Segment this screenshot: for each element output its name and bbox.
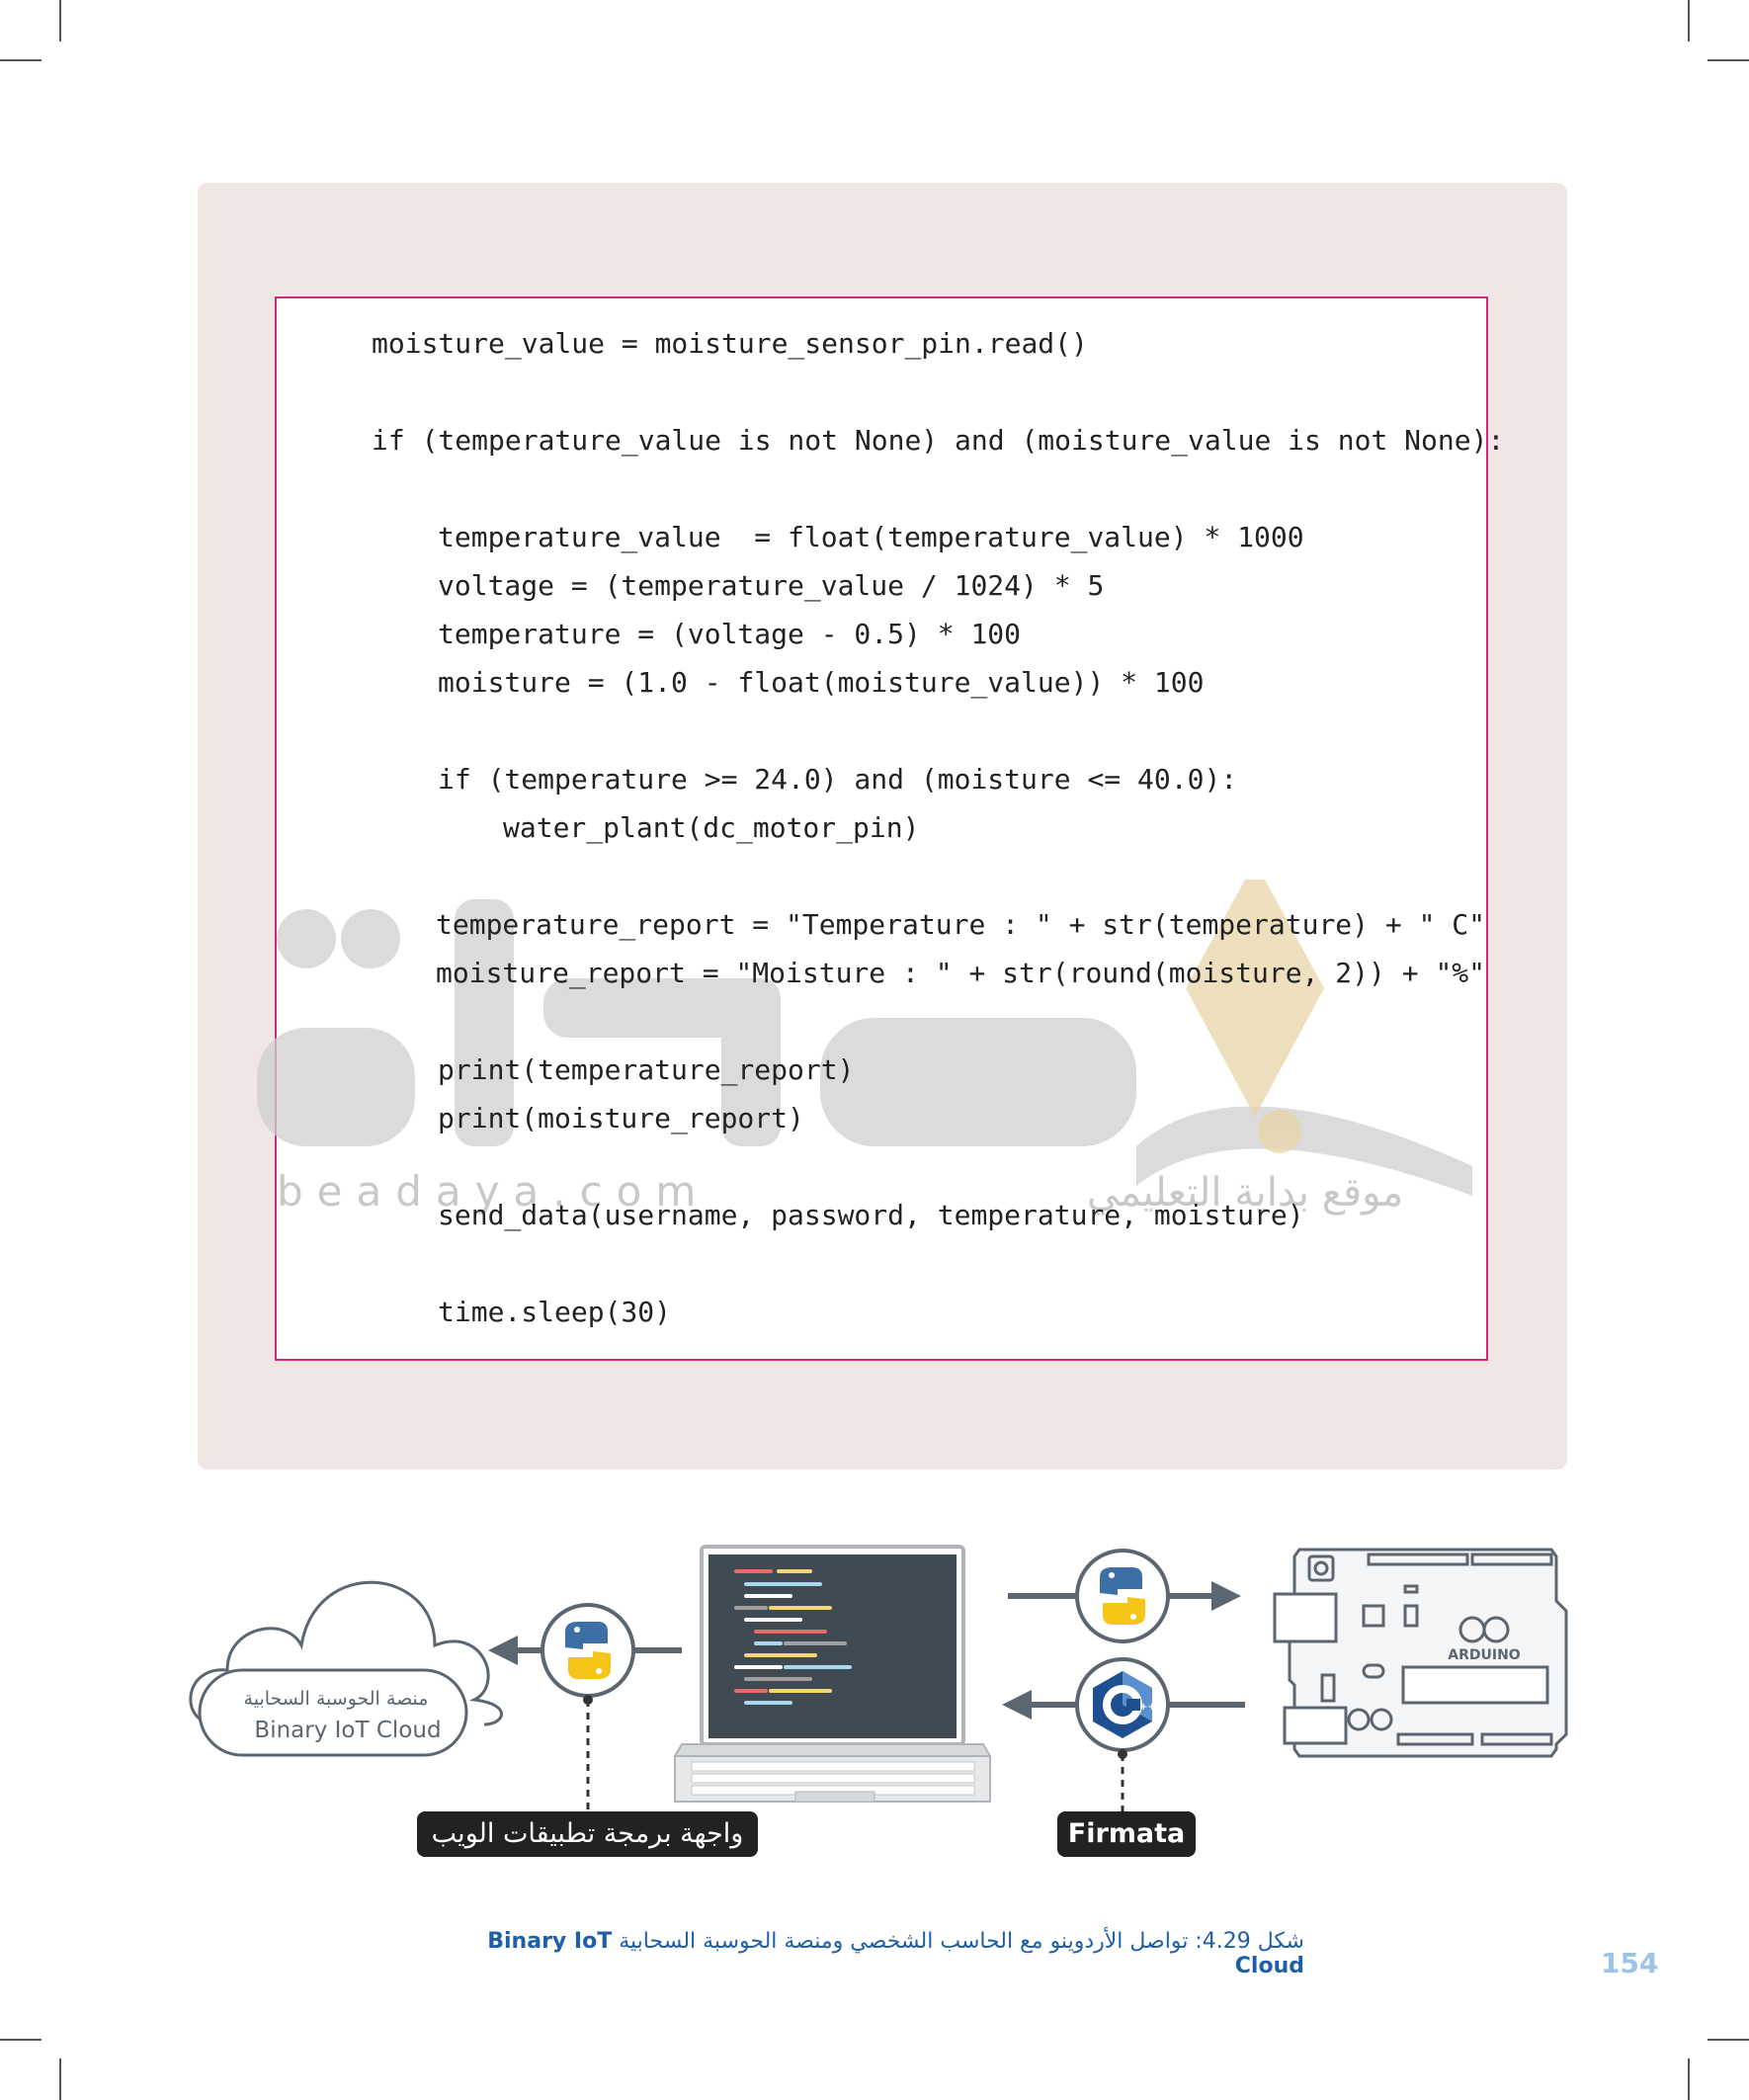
caption-text: تواصل الأردوينو مع الحاسب الشخصي ومنصة الحوسبة السحابية <box>619 1929 1189 1954</box>
caption-highlight: Binary IoT Cloud <box>487 1929 1304 1978</box>
code-line: temperature_report = "Temperature : " + str(temperature) + " C" <box>436 908 1486 941</box>
firmata-label: Firmata <box>1057 1811 1196 1857</box>
cloud-label-english: Binary IoT Cloud <box>254 1718 442 1743</box>
page-number: 154 <box>1601 1947 1659 1979</box>
arduino-board-icon <box>1275 1550 1566 1756</box>
crop-mark <box>59 2058 61 2100</box>
crop-mark <box>0 59 42 61</box>
code-line: time.sleep(30) <box>438 1296 672 1328</box>
crop-mark <box>1688 0 1690 42</box>
cloud-label-arabic: منصة الحوسبة السحابية <box>243 1688 429 1710</box>
code-line: if (temperature_value is not None) and (moisture_value is not None): <box>372 424 1505 457</box>
code-line: if (temperature >= 24.0) and (moisture <= 40.0): <box>438 763 1238 796</box>
code-line: moisture = (1.0 - float(moisture_value)) * 100 <box>438 666 1205 699</box>
architecture-diagram <box>188 1527 1571 1902</box>
cloud-icon <box>191 1582 502 1755</box>
crop-mark <box>1688 2058 1690 2100</box>
svg-text:++: ++ <box>1139 1702 1156 1713</box>
web-api-label: واجهة برمجة تطبيقات الويب <box>417 1811 758 1857</box>
watermark-brand: beadaya.com <box>277 1167 710 1216</box>
code-line: print(temperature_report) <box>438 1053 855 1086</box>
cpp-icon <box>1077 1659 1168 1750</box>
code-line: water_plant(dc_motor_pin) <box>503 811 920 844</box>
code-line: temperature_value = float(temperature_value) * 1000 <box>438 521 1304 553</box>
code-line: moisture_report = "Moisture : " + str(round(moisture, 2)) + "%" <box>436 957 1486 989</box>
crop-mark <box>1707 59 1749 61</box>
code-line: moisture_value = moisture_sensor_pin.read() <box>372 327 1088 360</box>
crop-mark <box>0 2039 42 2041</box>
python-icon <box>1077 1551 1168 1641</box>
laptop-icon <box>675 1547 990 1802</box>
arduino-label: ARDUINO <box>1448 1647 1521 1663</box>
code-line: print(moisture_report) <box>438 1102 804 1134</box>
figure-caption <box>464 1929 1304 1978</box>
python-icon <box>542 1605 633 1696</box>
watermark-tagline: موقع بداية التعليمي <box>1087 1170 1404 1216</box>
code-line: send_data(username, password, temperature, moisture) <box>438 1199 1304 1231</box>
caption-prefix: شكل 4.29: <box>1195 1929 1304 1954</box>
diagram-canvas <box>188 1527 1571 1902</box>
code-line: voltage = (temperature_value / 1024) * 5 <box>438 569 1105 602</box>
crop-mark <box>59 0 61 42</box>
crop-mark <box>1707 2039 1749 2041</box>
code-line: temperature = (voltage - 0.5) * 100 <box>438 618 1022 650</box>
